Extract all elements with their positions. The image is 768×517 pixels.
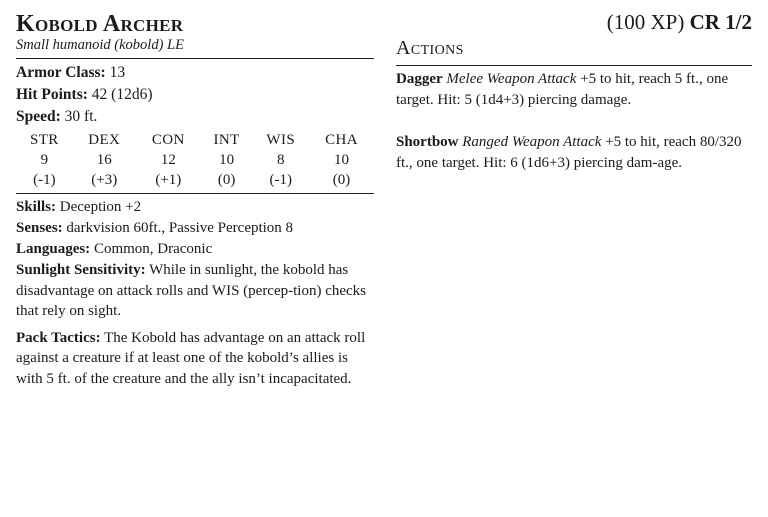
ability-modifier: (0)	[217, 172, 236, 188]
ability-names-row	[16, 130, 374, 150]
skills-value: Deception +2	[59, 199, 142, 215]
stat-block-right-column	[396, 10, 752, 195]
action-dagger	[396, 69, 752, 110]
ability-score: 9	[40, 152, 49, 168]
senses-row	[16, 218, 374, 239]
divider	[16, 193, 374, 194]
xp-value: (100 XP)	[606, 10, 685, 34]
languages-value: Common, Draconic	[93, 241, 213, 257]
speed-value: 30 ft.	[64, 108, 98, 125]
divider	[396, 65, 752, 66]
trait-name: Sunlight Sensitivity:	[16, 262, 146, 278]
divider	[16, 58, 374, 59]
ability-score: 16	[96, 152, 112, 168]
speed-label: Speed:	[16, 108, 61, 125]
ability-name: CHA	[325, 132, 358, 148]
creature-type: Small humanoid (kobold) LE	[16, 37, 184, 53]
action-shortbow	[396, 132, 752, 173]
trait-text: While in sunlight, the kobold has disadvantage on attack rolls and WIS (percep-tion) checks that rely on sight.	[16, 262, 367, 319]
action-type: Ranged Weapon Attack	[462, 134, 602, 150]
senses-label: Senses:	[16, 220, 63, 236]
ability-modifiers-row	[16, 170, 374, 190]
action-name: Shortbow	[396, 134, 459, 150]
ability-modifier: (+3)	[91, 172, 118, 188]
ability-modifier: (-1)	[269, 172, 293, 188]
hit-points-label: Hit Points:	[16, 86, 88, 103]
cr-value: CR 1/2	[689, 10, 752, 34]
ability-modifier: (+1)	[155, 172, 182, 188]
armor-class-row	[16, 62, 374, 84]
ability-score: 8	[277, 152, 285, 168]
skills-row	[16, 197, 374, 218]
action-text: +5 to hit, reach 5 ft., one target. Hit: 5 (1d4+3) piercing damage.	[396, 71, 729, 108]
languages-row	[16, 239, 374, 260]
skills-label: Skills:	[16, 199, 57, 215]
action-type: Melee Weapon Attack	[446, 71, 577, 87]
ability-modifier: (-1)	[33, 172, 56, 188]
ability-name: WIS	[266, 132, 296, 148]
hit-points-value: 42 (12d6)	[91, 86, 153, 103]
trait-name: Pack Tactics:	[16, 329, 101, 346]
ability-score: 10	[219, 152, 235, 168]
speed-row	[16, 106, 374, 128]
ability-name: INT	[213, 132, 240, 148]
hit-points-row	[16, 84, 374, 106]
ability-scores-table	[16, 130, 374, 190]
ability-score: 10	[334, 152, 350, 168]
ability-name: CON	[151, 132, 185, 148]
senses-value: darkvision 60ft., Passive Perception 8	[66, 220, 294, 236]
action-text: +5 to hit, reach 80/320 ft., one target. Hit: 6 (1d6+3) piercing dam-age.	[396, 134, 742, 171]
trait-sunlight-sensitivity	[16, 260, 374, 322]
actions-heading: Actions	[396, 37, 464, 59]
creature-name: Kobold Archer	[16, 11, 184, 37]
action-name: Dagger	[396, 71, 443, 87]
ability-modifier: (0)	[332, 172, 351, 188]
ability-name: STR	[29, 132, 59, 148]
stat-block-left-column	[16, 10, 374, 395]
armor-class-value: 13	[109, 64, 126, 81]
ability-name: DEX	[88, 132, 121, 148]
trait-text: The Kobold has advantage on an attack roll against a creature if at least one of the kobold’s allies is with 5 ft. of the creature and the ally isn’t incapacitated.	[16, 329, 366, 387]
ability-scores-row	[16, 150, 374, 170]
ability-score: 12	[160, 152, 176, 168]
armor-class-label: Armor Class:	[16, 64, 106, 81]
trait-pack-tactics	[16, 328, 374, 390]
languages-label: Languages:	[16, 241, 91, 257]
